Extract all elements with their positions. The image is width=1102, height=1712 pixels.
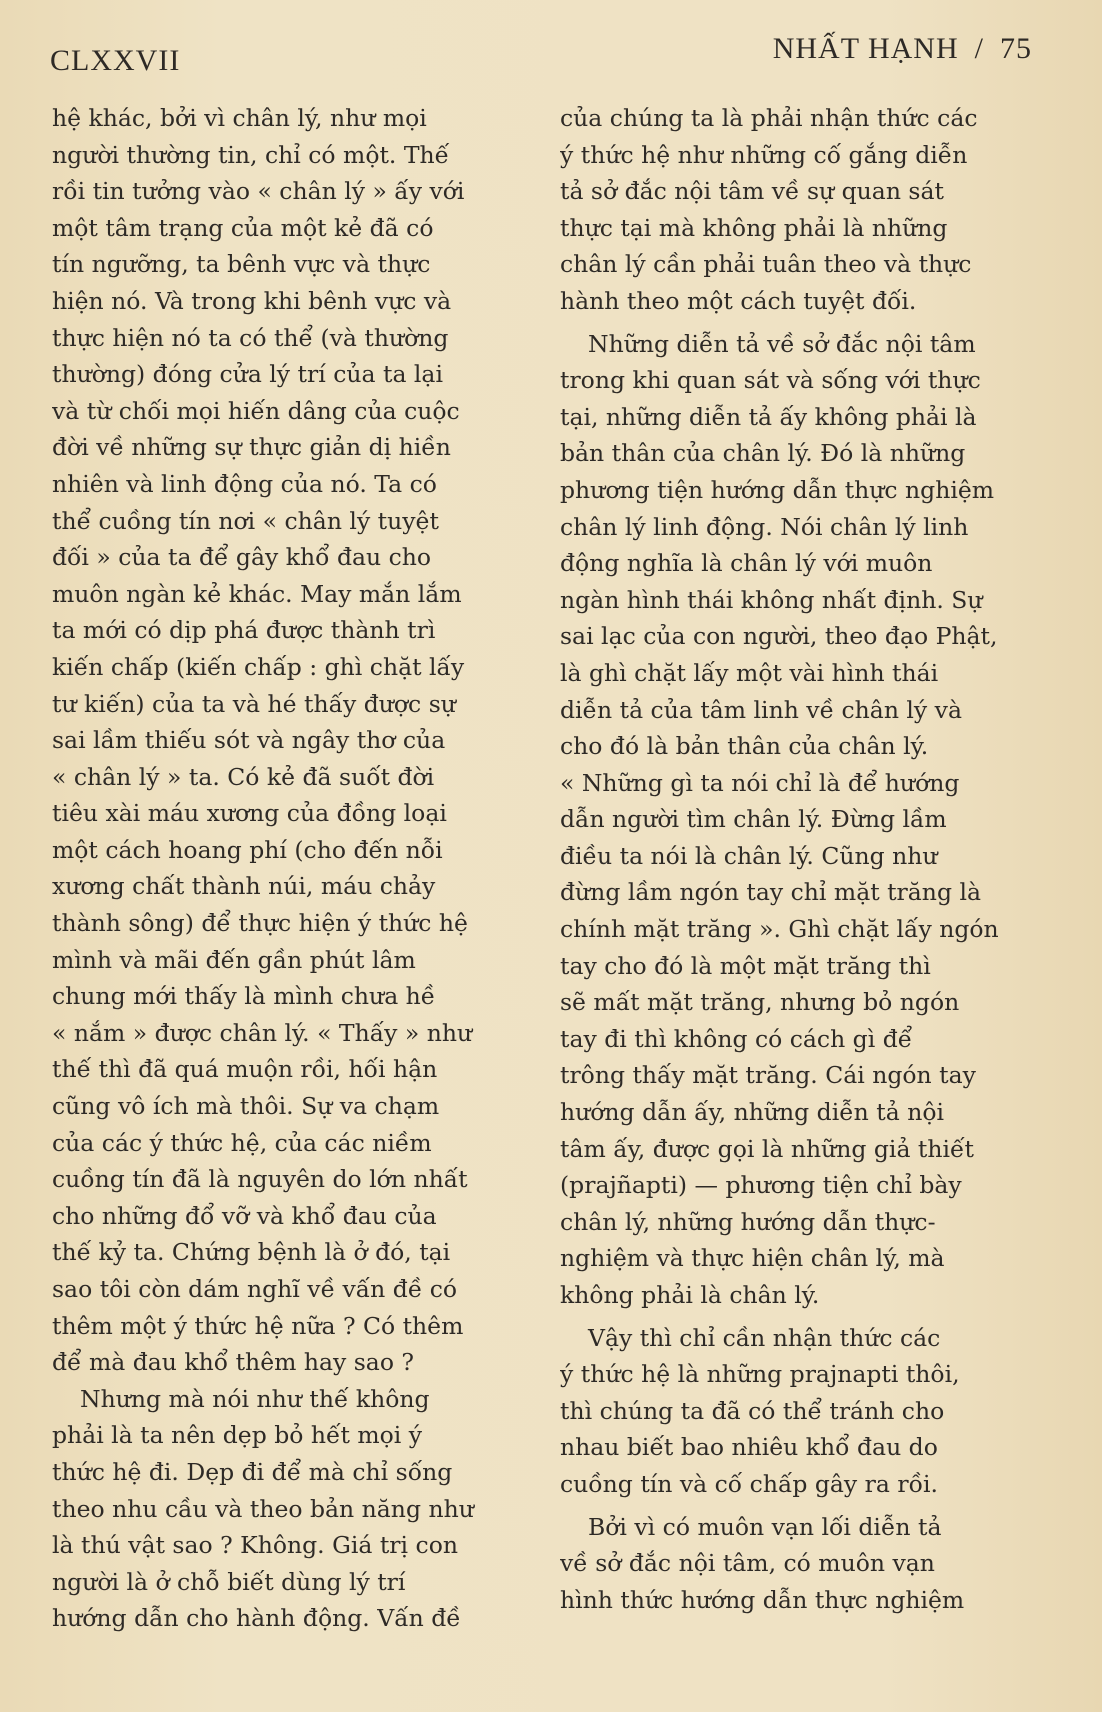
text-line: muôn ngàn kẻ khác. May mắn lắm [52,579,462,608]
text-line: điều ta nói là chân lý. Cũng như [560,841,938,870]
text-line: Vậy thì chỉ cần nhận thức các [588,1323,941,1352]
text-line: kiến chấp (kiến chấp : ghì chặt lấy [52,652,465,681]
text-line: tiêu xài máu xương của đồng loại [52,799,447,828]
text-line: cuồng tín đã là nguyên do lớn nhất [52,1165,468,1194]
text-line: chính mặt trăng ». Ghì chặt lấy ngón [560,915,999,944]
text-line: hệ khác, bởi vì chân lý, như mọi [52,104,427,132]
text-line: của các ý thức hệ, của các niềm [52,1128,432,1157]
text-line: là thú vật sao ? Không. Giá trị con [52,1531,458,1560]
text-line: sai lạc của con người, theo đạo Phật, [560,622,998,651]
text-line: mình và mãi đến gần phút lâm [52,945,416,974]
text-line: hướng dẫn ấy, những diễn tả nội [560,1098,945,1127]
text-line: không phải là chân lý. [560,1281,820,1309]
text-line: Nhưng mà nói như thế không [80,1384,430,1413]
text-line: thế kỷ ta. Chứng bệnh là ở đó, tại [52,1238,451,1267]
text-line: ngàn hình thái không nhất định. Sự [560,585,983,614]
text-line: thức hệ đi. Dẹp đi để mà chỉ sống [52,1457,453,1486]
text-line: dẫn người tìm chân lý. Đừng lầm [560,805,947,834]
text-line: ý thức hệ như những cố gắng diễn [560,140,968,169]
page-number: 75 [1000,32,1032,65]
text-line: tay cho đó là một mặt trăng thì [560,951,931,980]
text-line: diễn tả của tâm linh về chân lý và [560,695,962,724]
text-line: của chúng ta là phải nhận thức các [560,104,978,132]
text-line: sai lầm thiếu sót và ngây thơ của [52,726,446,755]
text-line: « chân lý » ta. Có kẻ đã suốt đời [52,762,435,791]
text-line: người là ở chỗ biết dùng lý trí [52,1567,406,1596]
text-line: « Những gì ta nói chỉ là để hướng [560,768,960,797]
text-line: « nắm » được chân lý. « Thấy » như [52,1018,473,1047]
text-line: thế thì đã quá muộn rồi, hối hận [52,1055,438,1084]
text-line: hướng dẫn cho hành động. Vấn đề [52,1604,461,1633]
text-line: nhau biết bao nhiêu khổ đau do [560,1433,938,1462]
text-line: cũng vô ích mà thôi. Sự va chạm [52,1092,440,1121]
text-line: Bởi vì có muôn vạn lối diễn tả [588,1512,942,1541]
text-line: chung mới thấy là mình chưa hề [52,982,436,1011]
text-line: đối » của ta để gây khổ đau cho [52,543,432,572]
text-line: phương tiện hướng dẫn thực nghiệm [560,475,995,504]
text-line: là ghì chặt lấy một vài hình thái [560,658,939,687]
text-line: trong khi quan sát và sống với thực [560,366,981,395]
header-separator: / [974,32,984,65]
text-line: tâm ấy, được gọi là những giả thiết [560,1134,974,1163]
text-line: chân lý, những hướng dẫn thực- [560,1207,936,1236]
text-line: một tâm trạng của một kẻ đã có [52,213,434,242]
text-line: nhiên và linh động của nó. Ta có [52,469,437,498]
text-line: nghiệm và thực hiện chân lý, mà [560,1244,945,1273]
right-column [560,100,1045,1618]
text-line: phải là ta nên dẹp bỏ hết mọi ý [52,1421,423,1450]
text-line: tả sở đắc nội tâm về sự quan sát [560,177,944,206]
text-line: thực hiện nó ta có thể (và thường [52,323,449,352]
text-line: cho đó là bản thân của chân lý. [560,732,929,761]
text-line: thường) đóng cửa lý trí của ta lại [52,360,443,389]
header-left-roman: CLXXVII [50,44,181,77]
text-line: thì chúng ta đã có thể tránh cho [560,1396,945,1425]
text-line: Những diễn tả về sở đắc nội tâm [588,329,976,358]
text-line: để mà đau khổ thêm hay sao ? [52,1348,415,1377]
text-line: một cách hoang phí (cho đến nỗi [52,835,443,864]
text-line: thêm một ý thức hệ nữa ? Có thêm [52,1311,464,1340]
text-line: sao tôi còn dám nghĩ về vấn đề có [52,1275,458,1303]
text-line: đừng lầm ngón tay chỉ mặt trăng là [560,878,981,907]
text-line: (prajñapti) — phương tiện chỉ bày [560,1171,962,1200]
text-line: cho những đổ vỡ và khổ đau của [52,1201,437,1230]
text-line: xương chất thành núi, máu chảy [52,872,436,901]
left-column [52,100,532,1637]
text-line: hình thức hướng dẫn thực nghiệm [560,1585,965,1614]
text-line: trông thấy mặt trăng. Cái ngón tay [560,1061,976,1090]
text-line: hành theo một cách tuyệt đối. [560,286,917,315]
text-line: và từ chối mọi hiến dâng của cuộc [52,396,460,425]
text-line: theo nhu cầu và theo bản năng như [52,1494,474,1523]
text-line: thành sông) để thực hiện ý thức hệ [52,909,468,938]
text-line: tín ngưỡng, ta bênh vực và thực [52,250,431,279]
text-line: đời về những sự thực giản dị hiền [52,433,451,462]
header-author: NHẤT HẠNH [772,32,959,65]
page-header [50,28,1052,88]
text-line: cuồng tín và cố chấp gây ra rồi. [560,1469,938,1498]
text-line: ý thức hệ là những prajnapti thôi, [560,1360,960,1389]
text-line: rồi tin tưởng vào « chân lý » ấy với [52,177,465,206]
text-line: hiện nó. Và trong khi bênh vực và [52,286,452,315]
text-line: chân lý linh động. Nói chân lý linh [560,512,969,541]
text-line: tại, những diễn tả ấy không phải là [560,402,977,431]
text-line: người thường tin, chỉ có một. Thế [52,140,450,169]
text-line: tư kiến) của ta và hé thấy được sự [52,689,456,718]
text-line: tay đi thì không có cách gì để [560,1024,913,1053]
text-line: chân lý cần phải tuân theo và thực [560,250,972,279]
text-line: bản thân của chân lý. Đó là những [560,439,966,468]
text-line: về sở đắc nội tâm, có muôn vạn [560,1549,935,1578]
header-right [773,32,1032,66]
text-line: thể cuồng tín nơi « chân lý tuyệt [52,506,439,535]
text-line: động nghĩa là chân lý với muôn [560,549,933,578]
text-line: ta mới có dịp phá được thành trì [52,616,436,645]
text-line: sẽ mất mặt trăng, nhưng bỏ ngón [560,988,960,1017]
text-line: thực tại mà không phải là những [560,213,948,242]
